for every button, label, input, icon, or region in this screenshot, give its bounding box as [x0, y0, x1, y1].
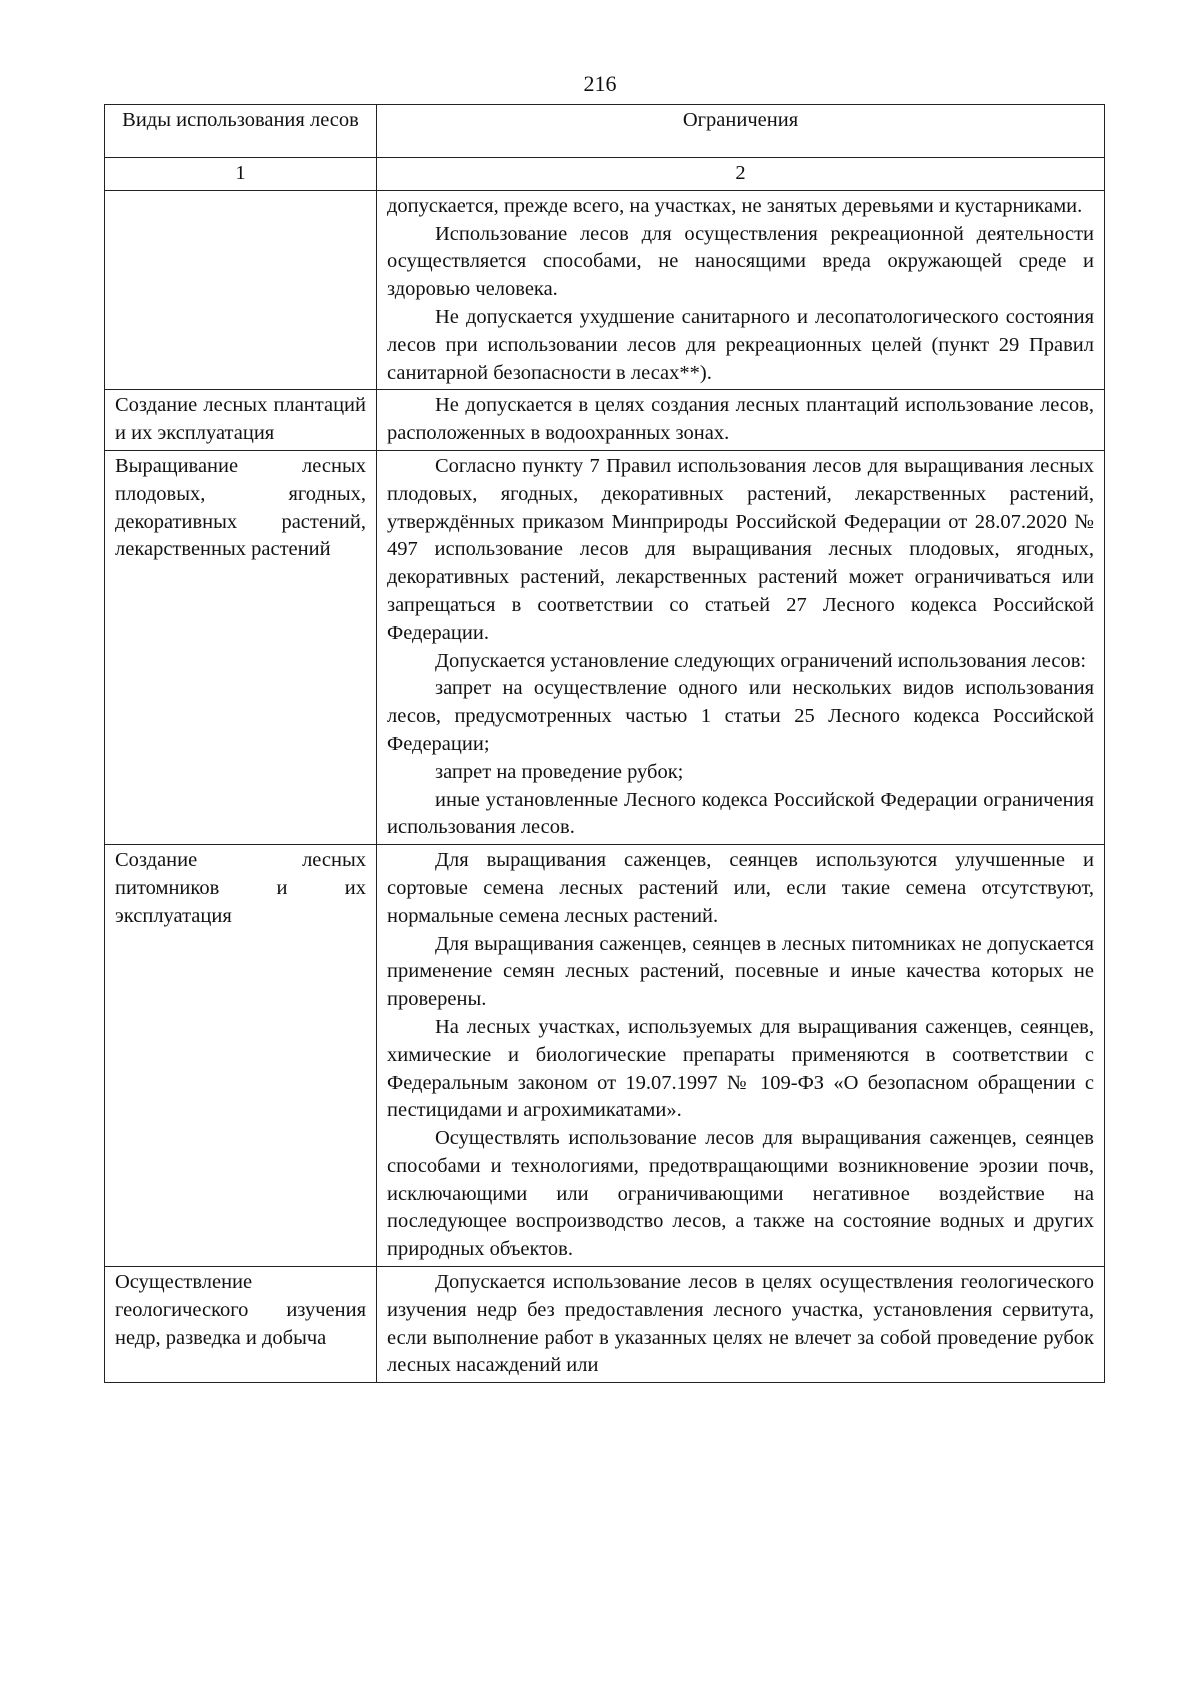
- table-row: [105, 450, 1105, 844]
- header-restrictions: Ограничения: [377, 105, 1105, 158]
- restriction-paragraph: Не допускается в целях создания лесных плантаций использование лесов, расположенных в водоохранных зонах.: [387, 394, 1094, 445]
- header-forest-use-type: Виды использования лесов: [105, 105, 377, 158]
- restriction-paragraph: Осуществлять использование лесов для выращивания саженцев, сеянцев способами и технологиями, предотвращающими возникновение эрозии почв, исключающими или ограничивающими негативное воздействие на последующее воспроизводство лесов, а также на состояние водных и других природных объектов.: [387, 1127, 1094, 1261]
- forest-use-type-cell: Выращивание лесных плодовых, ягодных, декоративных растений, лекарственных растений: [105, 450, 377, 844]
- restrictions-cell: [377, 390, 1105, 451]
- forest-use-type-cell: [105, 190, 377, 390]
- forest-use-type-cell: Осуществление геологического изучения недр, разведка и добыча: [105, 1267, 377, 1383]
- forest-use-type-cell: Создание лесных питомников и их эксплуатация: [105, 845, 377, 1267]
- column-number-row: [105, 158, 1105, 191]
- restrictions-cell: [377, 1267, 1105, 1383]
- restriction-paragraph: Для выращивания саженцев, сеянцев используются улучшенные и сортовые семена лесных растений или, если такие семена отсутствуют, нормальные семена лесных растений.: [387, 849, 1094, 927]
- restriction-paragraph: допускается, прежде всего, на участках, не занятых деревьями и кустарниками.: [387, 194, 1083, 217]
- restriction-paragraph: Согласно пункту 7 Правил использования лесов для выращивания лесных плодовых, ягодных, декоративных растений, лекарственных растений, утверждённых приказом Минприроды Российской Федерации от 28.07.2020 № 497 использование лесов для выращивания лесных плодовых, ягодных, декоративных растений, лекарственных растений может ограничиваться или запрещаться в соответствии со статьей 27 Лесного кодекса Российской Федерации.: [387, 454, 1094, 644]
- restrictions-cell: [377, 845, 1105, 1267]
- table-header-row: [105, 105, 1105, 158]
- restrictions-cell: [377, 450, 1105, 844]
- restriction-paragraph: иные установленные Лесного кодекса Российской Федерации ограничения использования лесов.: [387, 788, 1094, 839]
- restriction-paragraph: Допускается установление следующих ограничений использования лесов:: [435, 649, 1087, 672]
- column-number-2: 2: [377, 158, 1105, 191]
- table-row: [105, 845, 1105, 1267]
- restriction-paragraph: запрет на осуществление одного или нескольких видов использования лесов, предусмотренных частью 1 статьи 25 Лесного кодекса Российской Федерации;: [387, 677, 1094, 755]
- table-body: [105, 190, 1105, 1382]
- forest-use-type-cell: Создание лесных плантаций и их эксплуатация: [105, 390, 377, 451]
- table-row: [105, 1267, 1105, 1383]
- restrictions-table: [104, 104, 1105, 1383]
- restriction-paragraph: Использование лесов для осуществления рекреационной деятельности осуществляется способами, не наносящими вреда окружающей среде и здоровью человека.: [387, 222, 1094, 301]
- restriction-paragraph: Для выращивания саженцев, сеянцев в лесных питомниках не допускается применение семян лесных растений, посевные и иные качества которых не проверены.: [387, 932, 1094, 1011]
- restriction-paragraph: Не допускается ухудшение санитарного и лесопатологического состояния лесов при использовании лесов для рекреационных целей (пункт 29 Правил санитарной безопасности в лесах**).: [387, 305, 1094, 384]
- restriction-paragraph: Допускается использование лесов в целях осуществления геологического изучения недр без предоставления лесного участка, установления сервитута, если выполнение работ в указанных целях не влечет за собой проведение рубок лесных насаждений или: [387, 1271, 1094, 1377]
- page-number: 216: [583, 71, 617, 96]
- table-row: [105, 390, 1105, 451]
- restriction-paragraph: запрет на проведение рубок;: [435, 760, 684, 783]
- restrictions-cell: [377, 190, 1105, 390]
- table-row: [105, 190, 1105, 390]
- restriction-paragraph: На лесных участках, используемых для выращивания саженцев, сеянцев, химические и биологические препараты применяются в соответствии с Федеральным законом от 19.07.1997 № 109-ФЗ «О безопасном обращении с пестицидами и агрохимикатами».: [387, 1015, 1094, 1122]
- column-number-1: 1: [105, 158, 377, 191]
